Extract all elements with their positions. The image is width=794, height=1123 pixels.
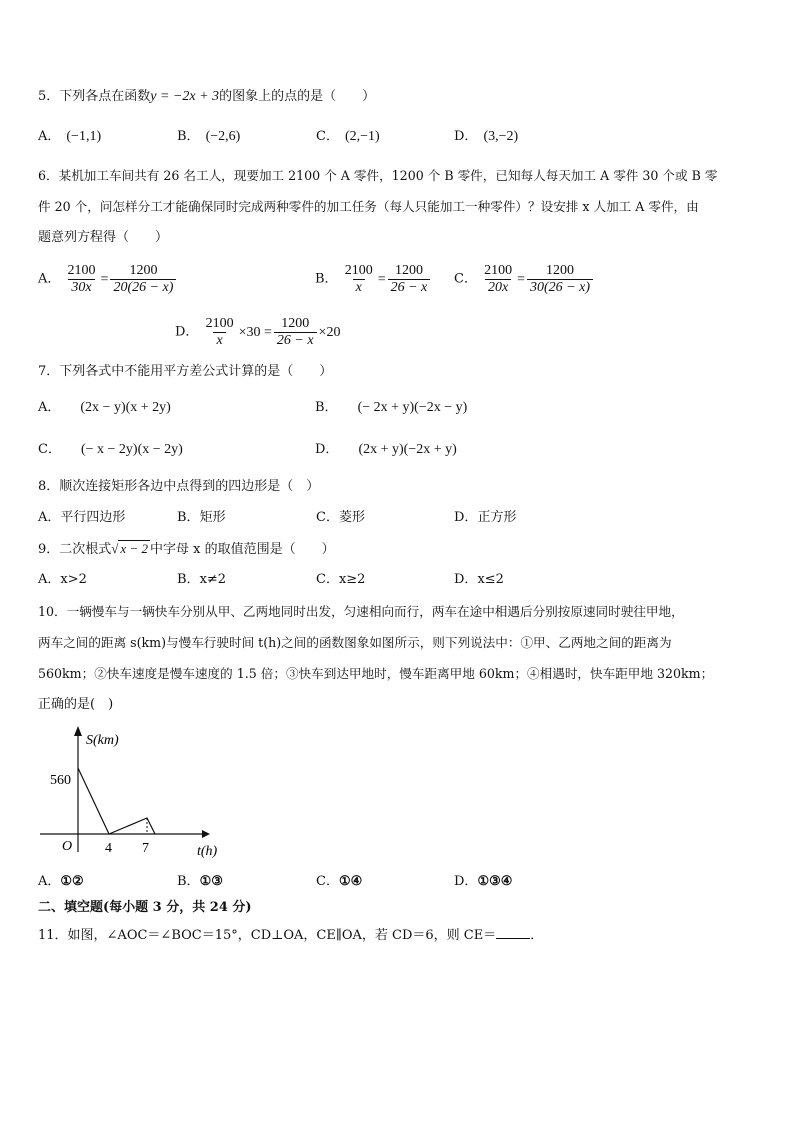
q9-option-b[interactable]: [177, 571, 226, 589]
numerator: 1200: [129, 263, 158, 278]
q6-option-c[interactable]: [454, 263, 593, 296]
numerator: 2100: [344, 263, 373, 278]
q9-stem-prefix: 9．二次根式: [38, 542, 112, 557]
q10-option-d[interactable]: [454, 873, 512, 891]
q8-option-a[interactable]: [38, 509, 125, 527]
q7-option-c[interactable]: [38, 441, 183, 459]
q6-stem-line3: 题意列方程得（ ）: [38, 230, 169, 245]
q6-stem-line2: 件 20 个，问怎样分工才能确保同时完成两种零件的加工任务（每人只能加工一种零件）？设安排 x 人加工 A 零件，由: [38, 199, 699, 214]
q9-stem-suffix: 中字母 x 的取值范围是（ ）: [149, 542, 335, 557]
y-axis-label: S(km): [86, 733, 119, 748]
option-value: (− x − 2y)(x − 2y): [80, 442, 183, 457]
option-label: A．: [38, 572, 61, 587]
q5-option-a[interactable]: [38, 128, 101, 146]
fraction: [203, 316, 237, 349]
q10-distance-time-graph: [34, 722, 218, 862]
q5-option-d[interactable]: [454, 128, 518, 146]
option-value: (−1,1): [66, 129, 102, 144]
origin-label: O: [62, 839, 73, 854]
q8-option-d[interactable]: [454, 509, 516, 527]
section-title: 二、填空题(每小题 3 分，共 24 分): [38, 900, 252, 915]
x-axis-arrow: [202, 830, 210, 838]
q9-stem: [38, 540, 335, 559]
option-label: A．: [38, 874, 61, 889]
times-tail: ×20: [318, 324, 341, 340]
option-label: D．: [454, 510, 478, 525]
option-value: ①②: [60, 874, 84, 889]
x-axis-label: t(h): [197, 844, 218, 859]
option-value: (3,−2): [483, 129, 519, 144]
option-value: x≠2: [199, 572, 227, 587]
fraction: [110, 263, 176, 296]
denominator: 26 − x: [274, 332, 317, 349]
q5-stem-prefix: 5．下列各点在函数: [38, 89, 151, 104]
q7-option-d[interactable]: [315, 441, 457, 459]
q5-option-c[interactable]: [316, 128, 380, 146]
equals-sign: =: [517, 271, 525, 287]
option-label: A．: [38, 271, 61, 287]
fraction: [388, 263, 431, 296]
option-label: D．: [454, 129, 478, 144]
q6-option-a[interactable]: [38, 263, 176, 296]
option-label: B．: [177, 510, 200, 525]
q10-stem-line1: 10．一辆慢车与一辆快车分别从甲、乙两地同时出发，匀速相向而行，两车在途中相遇后分别按原速同时驶往甲地，: [38, 604, 684, 619]
numerator: 2100: [205, 316, 234, 331]
q10-option-a[interactable]: [38, 873, 84, 891]
option-value: (2x + y)(−2x + y): [358, 442, 457, 457]
q9-option-a[interactable]: [38, 571, 87, 589]
q11-stem-suffix: ．: [530, 928, 544, 943]
option-label: B．: [177, 129, 200, 144]
q7-stem: 7．下列各式中不能用平方差公式计算的是（ ）: [38, 364, 333, 379]
fraction: [65, 263, 99, 296]
denominator: 20(26 − x): [110, 279, 176, 296]
option-label: D．: [315, 442, 339, 457]
option-label: A．: [38, 129, 61, 144]
denominator: 30(26 − x): [527, 279, 593, 296]
option-label: B．: [315, 271, 338, 287]
option-value: x>2: [60, 572, 87, 587]
option-value: ①③④: [477, 874, 513, 889]
option-value: (2x − y)(x + 2y): [80, 400, 171, 415]
q10-stem-line3: 560km；②快车速度是慢车速度的 1.5 倍；③快车到达甲地时，慢车距离甲地 60km；④相遇时，快车距甲地 320km；: [38, 666, 714, 681]
option-label: A．: [38, 510, 61, 525]
denominator: x: [353, 279, 365, 296]
option-label: D．: [454, 572, 478, 587]
option-label: A．: [38, 400, 61, 415]
q8-option-b[interactable]: [177, 509, 226, 527]
option-value: (2,−1): [344, 129, 380, 144]
q11-stem: [38, 926, 543, 945]
x-tick-4: 4: [105, 841, 112, 856]
answer-blank[interactable]: [496, 926, 530, 939]
q9-option-d[interactable]: [454, 571, 504, 589]
q8-stem: 8．顺次连接矩形各边中点得到的四边形是（ ）: [38, 479, 320, 494]
q5-stem-suffix: 的图象上的点的是（ ）: [219, 89, 376, 104]
q6-option-b[interactable]: [315, 263, 430, 296]
option-label: C．: [316, 129, 339, 144]
option-label: B．: [177, 572, 200, 587]
option-value: x≥2: [338, 572, 366, 587]
fraction: [527, 263, 593, 296]
q10-stem-line2: 两车之间的距离 s(km)与慢车行驶时间 t(h)之间的函数图象如图所示，则下列说法中：①甲、乙两地之间的距离为: [38, 635, 672, 650]
option-label: B．: [177, 874, 200, 889]
q9-option-c[interactable]: [316, 571, 365, 589]
q5-stem: [38, 88, 375, 106]
numerator: 1200: [394, 263, 423, 278]
q5-function: y = −2x + 3: [150, 89, 220, 104]
q8-option-c[interactable]: [316, 509, 365, 527]
option-value: 正方形: [477, 510, 517, 525]
option-label: D．: [175, 324, 199, 340]
numerator: 2100: [67, 263, 96, 278]
option-label: C．: [316, 510, 339, 525]
equals-sign: =: [100, 271, 109, 287]
q10-option-c[interactable]: [316, 873, 362, 891]
fraction: [342, 263, 376, 296]
q6-option-d[interactable]: [175, 316, 342, 349]
option-value: 矩形: [199, 510, 226, 525]
option-value: (−2,6): [205, 129, 241, 144]
option-value: ①④: [338, 874, 363, 889]
option-label: C．: [316, 572, 339, 587]
option-label: D．: [454, 874, 478, 889]
denominator: 20x: [485, 279, 511, 296]
denominator: 30x: [68, 279, 94, 296]
square-root: √ x − 2: [111, 541, 148, 556]
option-value: ①③: [199, 874, 223, 889]
denominator: x: [213, 332, 225, 349]
times-equals: ×30 =: [238, 324, 272, 340]
q11-stem-prefix: 11．如图，∠AOC＝∠BOC＝15°，CD⊥OA，CE∥OA，若 CD＝6，则 CE＝: [38, 928, 497, 943]
q7-option-b[interactable]: [315, 399, 467, 417]
option-value: 菱形: [338, 510, 365, 525]
q5-option-b[interactable]: [177, 128, 240, 146]
fraction: [481, 263, 515, 296]
option-label: C．: [38, 442, 61, 457]
y-tick-560: 560: [50, 773, 71, 788]
numerator: 1200: [281, 316, 310, 331]
fraction: [274, 316, 317, 349]
option-label: C．: [316, 874, 339, 889]
option-value: (− 2x + y)(−2x − y): [357, 400, 468, 415]
option-value: x≤2: [477, 572, 504, 587]
option-label: C．: [454, 271, 477, 287]
q7-option-a[interactable]: [38, 399, 171, 417]
denominator: 26 − x: [388, 279, 431, 296]
numerator: 2100: [484, 263, 513, 278]
option-value: 平行四边形: [60, 510, 126, 525]
q6-stem-line1: 6．某机加工车间共有 26 名工人，现要加工 2100 个 A 零件，1200 个 B 零件，已知每人每天加工 A 零件 30 个或 B 零: [38, 168, 718, 183]
radicand: x − 2: [120, 541, 148, 556]
distance-curve: [78, 768, 155, 834]
q10-option-b[interactable]: [177, 873, 223, 891]
x-tick-7: 7: [142, 841, 149, 856]
numerator: 1200: [546, 263, 574, 278]
q10-stem-line4: 正确的是( ): [38, 697, 114, 712]
equals-sign: =: [377, 271, 386, 287]
y-axis-arrow: [74, 726, 82, 736]
option-label: B．: [315, 400, 338, 415]
